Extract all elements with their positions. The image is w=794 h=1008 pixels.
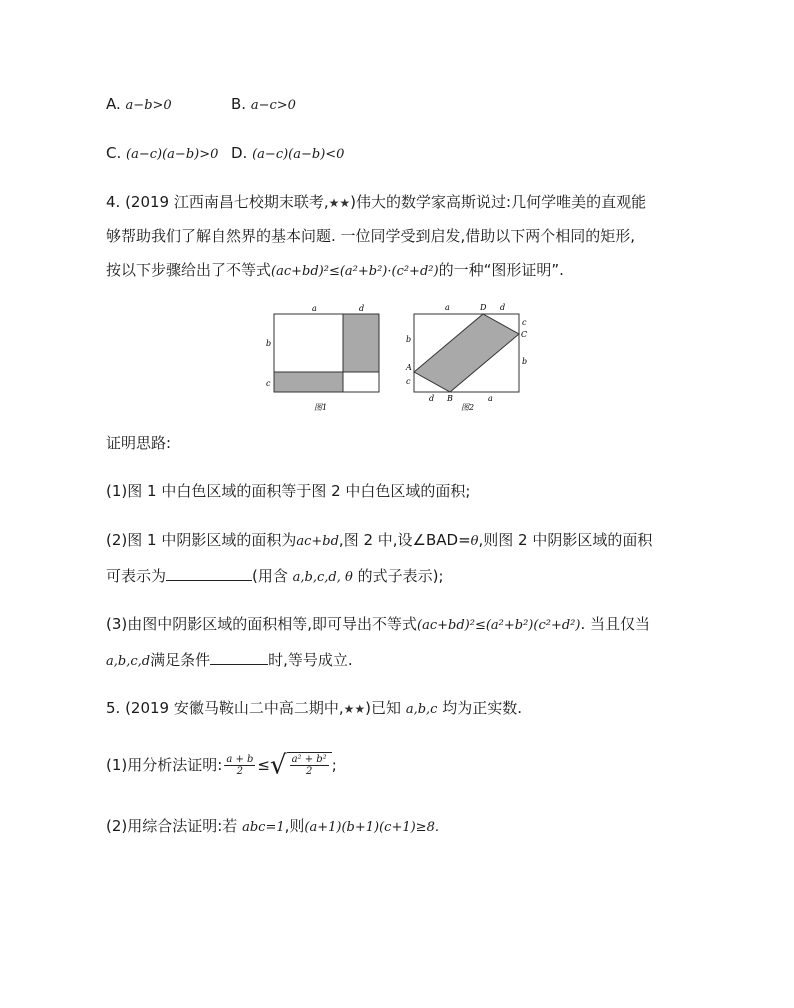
fig2-label-B: B bbox=[447, 394, 453, 403]
proof-step1: (1)图 1 中白色区域的面积等于图 2 中白色区域的面积; bbox=[106, 482, 471, 500]
fig2-label-d-top: d bbox=[500, 303, 506, 312]
q4-line2: 够帮助我们了解自然界的基本问题. 一位同学受到启发,借助以下两个相同的矩形, bbox=[106, 227, 636, 245]
step2-line2-vars: a,b,c,d, θ bbox=[292, 570, 353, 585]
q4-line3-post: 的一种“图形证明”. bbox=[438, 261, 564, 279]
option-d bbox=[231, 143, 344, 165]
q4-line3 bbox=[106, 260, 564, 282]
answer-blank-condition[interactable] bbox=[210, 649, 268, 665]
fig2-label-D: D bbox=[480, 303, 487, 312]
fig2-label-b-left: b bbox=[406, 335, 412, 344]
sqrt-den: 2 bbox=[305, 766, 313, 777]
step2-expr: ac+bd bbox=[296, 534, 339, 549]
fig2-label-a-top: a bbox=[445, 303, 450, 312]
proof-step3 bbox=[106, 614, 650, 636]
q5-line1-post: )已知 bbox=[365, 699, 402, 717]
fig2-label-c-right: c bbox=[522, 318, 527, 327]
step3-text-b: . 当且仅当 bbox=[580, 615, 650, 633]
step2-line2-post-b: 的式子表示); bbox=[357, 567, 444, 585]
fig2-caption: 图2 bbox=[461, 403, 475, 412]
option-c-label: C. bbox=[106, 144, 122, 162]
option-b bbox=[231, 94, 296, 116]
q5-line1 bbox=[106, 698, 522, 720]
fig1-shade-bottom bbox=[274, 372, 343, 392]
step2-text-c: ,则图 2 中阴影区域的面积 bbox=[478, 531, 653, 549]
step2-line2-pre: 可表示为 bbox=[106, 567, 167, 585]
star-icon: ★★ bbox=[343, 702, 366, 716]
proof-title: 证明思路: bbox=[106, 434, 172, 452]
answer-blank-area[interactable] bbox=[166, 565, 252, 581]
fig1-label-d: d bbox=[359, 304, 365, 313]
figure-1 bbox=[266, 304, 379, 412]
step3-line2-b: 时,等号成立. bbox=[268, 651, 353, 669]
step3-vars: a,b,c,d bbox=[106, 654, 151, 669]
fig2-label-A: A bbox=[406, 363, 412, 372]
fig2-label-c-left: c bbox=[406, 377, 411, 386]
step2-theta: θ bbox=[470, 534, 479, 549]
q4-source: 4. (2019 江西南昌七校期末联考, bbox=[106, 193, 329, 211]
q4-inequality: (ac+bd)²≤(a²+b²)·(c²+d²) bbox=[271, 264, 439, 279]
step3-line2-a: 满足条件 bbox=[150, 651, 211, 669]
fig1-caption: 图1 bbox=[314, 403, 328, 412]
fig1-shade-right bbox=[343, 314, 379, 372]
option-b-expr: a−c>0 bbox=[250, 98, 296, 113]
option-a-label: A. bbox=[106, 95, 121, 113]
figure-2 bbox=[405, 303, 527, 412]
step2-text-a: (2)图 1 中阴影区域的面积为 bbox=[106, 531, 297, 549]
option-d-expr: (a−c)(a−b)<0 bbox=[252, 147, 345, 162]
q5-line1-end: 均为正实数. bbox=[442, 699, 522, 717]
proof-step2 bbox=[106, 530, 652, 552]
q4-line1 bbox=[106, 192, 646, 213]
proof-step2-line2 bbox=[106, 565, 444, 588]
leq-symbol: ≤ bbox=[257, 755, 270, 774]
fig2-label-C: C bbox=[521, 330, 528, 339]
sqrt-expression: √ $\frac{\text{a² + b²}}{2}$ bbox=[270, 752, 332, 779]
q4-line3-pre: 按以下步骤给出了不等式 bbox=[106, 261, 272, 279]
fig1-label-c: c bbox=[266, 379, 271, 388]
q5-part2 bbox=[106, 816, 439, 838]
step2-text-b: ,图 2 中,设∠BAD= bbox=[338, 531, 471, 549]
option-c-expr: (a−c)(a−b)>0 bbox=[126, 147, 219, 162]
figure-rectangles bbox=[262, 300, 532, 418]
fraction-a-plus-b-over-2 bbox=[224, 754, 255, 777]
proof-step3-line2 bbox=[106, 649, 353, 672]
star-icon: ★★ bbox=[328, 196, 351, 210]
q5-part1 bbox=[106, 752, 337, 779]
q5-part2-cond: abc=1 bbox=[242, 820, 285, 835]
q5-vars: a,b,c bbox=[405, 702, 438, 717]
option-c bbox=[106, 143, 218, 165]
q5-part1-end: ; bbox=[331, 755, 337, 774]
q5-part2-expr: (a+1)(b+1)(c+1)≥8. bbox=[304, 820, 439, 835]
q5-part2-mid: ,则 bbox=[284, 817, 305, 835]
q4-line1-text: )伟大的数学家高斯说过:几何学唯美的直观能 bbox=[350, 193, 647, 211]
option-a-expr: a−b>0 bbox=[125, 98, 172, 113]
option-d-label: D. bbox=[231, 144, 248, 162]
frac-den: 2 bbox=[236, 765, 244, 777]
fig1-label-b: b bbox=[266, 339, 272, 348]
fig2-label-d-bottom: d bbox=[429, 394, 435, 403]
fig1-label-a: a bbox=[312, 304, 317, 313]
step2-line2-post-a: (用含 bbox=[252, 567, 288, 585]
q5-part1-pre: (1)用分析法证明: bbox=[106, 755, 223, 774]
q5-source: 5. (2019 安徽马鞍山二中高二期中, bbox=[106, 699, 344, 717]
fig2-label-a-bottom: a bbox=[488, 394, 493, 403]
option-a bbox=[106, 94, 172, 116]
step3-text-a: (3)由图中阴影区域的面积相等,即可导出不等式 bbox=[106, 615, 418, 633]
frac-num: a + b bbox=[226, 753, 254, 765]
q5-part2-pre: (2)用综合法证明:若 bbox=[106, 817, 238, 835]
fig2-label-b-right: b bbox=[522, 357, 528, 366]
step3-expr: (ac+bd)²≤(a²+b²)(c²+d²) bbox=[417, 618, 581, 633]
sqrt-num: a² + b² bbox=[291, 754, 327, 765]
option-b-label: B. bbox=[231, 95, 247, 113]
